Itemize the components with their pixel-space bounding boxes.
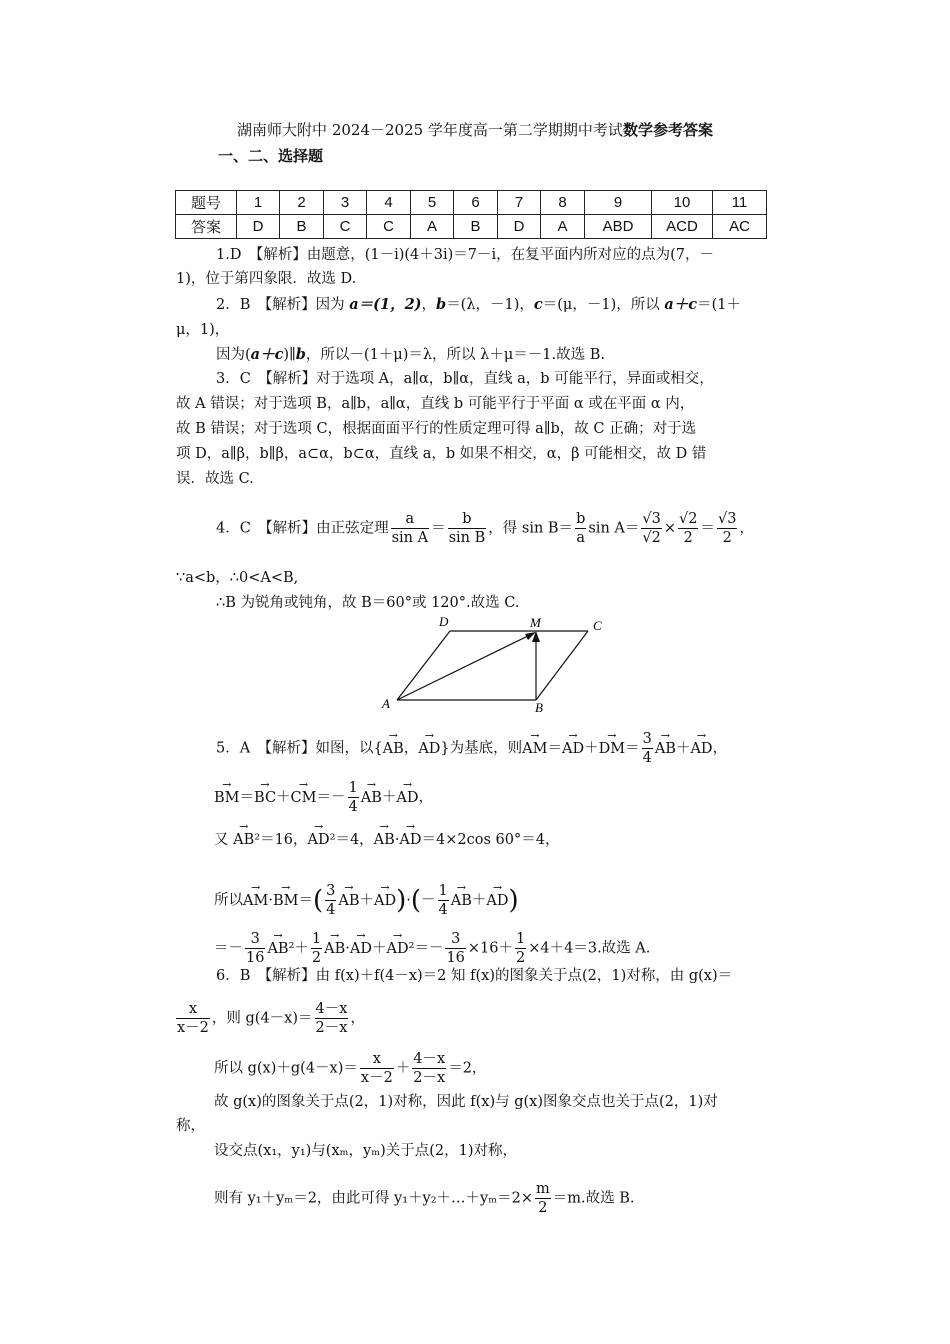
solution-4-line: ∵a<b，∴0<A<B, — [176, 570, 299, 586]
fraction: $\frac{1}{2}$ — [516, 931, 526, 966]
table-cell: 9 — [585, 191, 652, 215]
solution-6-line: $\frac{x}{x-2}$ ，则 g(4－x)＝ $\frac{4-x}{2-x}$ ， — [177, 1001, 365, 1036]
fraction: $\frac{√3}{2}$ — [717, 511, 737, 546]
table-cell: B — [280, 215, 324, 239]
table-row-answers — [176, 215, 767, 239]
solution-6-line: 故 g(x)的图象关于点(2，1)对称，因此 f(x)与 g(x)图象交点也关于点(2，1)对 — [214, 1094, 718, 1110]
table-cell: 2 — [280, 191, 324, 215]
solution-6-line: 设交点(x₁，y₁)与(xₘ，yₘ)关于点(2，1)对称， — [214, 1143, 518, 1159]
table-cell: B — [454, 215, 498, 239]
solution-5-line: 所以→ AM·→ BM＝( $\frac{3}{4}$ → AB＋→ AD)·(－ $\frac{1}{4}$ → AB＋→ AD) — [214, 882, 519, 919]
fraction: $\frac{4-x}{2-x}$ — [413, 1051, 446, 1086]
table-header-cell: 答案 — [176, 215, 237, 239]
solution-1-line: 1.D 【解析】由题意，(1－i)(4＋3i)＝7－i，在复平面内所对应的点为(7，－ — [216, 247, 715, 263]
solution-2-line: 因为(a＋c)∥b，所以－(1＋μ)＝λ，所以 λ＋μ＝－1.故选 B. — [216, 346, 605, 363]
fraction: $\frac{3}{16}$ — [246, 931, 265, 966]
table-cell: 8 — [541, 191, 585, 215]
table-cell: ACD — [652, 215, 713, 239]
table-cell: A — [541, 215, 585, 239]
title-main: 湖南师大附中 2024－2025 学年度高一第二学期期中考试 — [237, 121, 623, 139]
fraction: $\frac{a}{\text{sin A}}$ — [391, 511, 429, 546]
solution-4-line: 4．C 【解析】由正弦定理 $\frac{a}{\text{sin A}}$ ＝ $\frac{b}{\text{sin B}}$ ，得 sin B＝ $\frac{b}{a}$ sin A＝ $\frac{√3}{√2}$ × $\frac{√2}{2}$ ＝ $\frac{√3}{2}$ ， — [216, 511, 754, 546]
answer-table — [175, 190, 767, 239]
label-D: D — [439, 614, 449, 629]
label-B: B — [535, 700, 543, 715]
title-bold: 数学参考答案 — [622, 121, 713, 139]
fraction: $\frac{√2}{2}$ — [678, 511, 698, 546]
fraction: $\frac{1}{4}$ — [348, 780, 358, 815]
edge-BC — [536, 631, 588, 700]
page-title — [0, 119, 950, 140]
table-cell: C — [324, 215, 367, 239]
solution-5-line: 又 → AB²＝16，→ AD²＝4，→ AB·→ AD＝4×2cos 60°＝4， — [214, 830, 559, 850]
solution-3-line: 故 A 错误；对于选项 B，a∥b，a∥α，直线 b 可能平行于平面 α 或在平面 α 内， — [176, 396, 695, 412]
solution-5-line: ＝－ $\frac{3}{16}$ → AB²＋ $\frac{1}{2}$ → AB·→ AD＋→ AD²＝－ $\frac{3}{16}$ ×16＋ $\frac{1}{2}$ ×4＋4＝3.故选 A. — [214, 930, 650, 967]
fraction: $\frac{1}{2}$ — [311, 931, 322, 966]
solution-2-line: μ，1)， — [176, 322, 230, 338]
table-cell: D — [498, 215, 541, 239]
solution-3-line: 3．C 【解析】对于选项 A，a∥α，b∥α，直线 a，b 可能平行，异面或相交， — [216, 371, 714, 387]
table-cell: C — [367, 215, 411, 239]
solution-6-line: 所以 g(x)＋g(4－x)＝ $\frac{x}{x-2}$ ＋ $\frac{4-x}{2-x}$ ＝2， — [214, 1051, 487, 1086]
solution-6-line: 称， — [176, 1118, 205, 1134]
table-cell: 11 — [713, 191, 767, 215]
fraction: $\frac{x}{x-2}$ — [360, 1051, 393, 1086]
fraction: $\frac{x}{x-2}$ — [177, 1001, 209, 1036]
parallelogram-figure — [372, 612, 612, 718]
table-cell: 3 — [324, 191, 367, 215]
table-row-numbers — [176, 191, 767, 215]
solution-3-line: 故 B 错误；对于选项 C，根据面面平行的性质定理可得 a∥b，故 C 正确；对于选 — [176, 421, 697, 437]
table-cell: 5 — [411, 191, 454, 215]
fraction: $\frac{b}{a}$ — [576, 511, 586, 546]
table-cell: 4 — [367, 191, 411, 215]
solution-5-line: 5．A 【解析】如图，以{→ AB，→ AD}为基底，则→ AM＝→ AD＋→ DM＝ $\frac{3}{4}$ → AB＋→ AD， — [216, 730, 727, 767]
fraction: $\frac{3}{16}$ — [446, 931, 465, 966]
solution-2-line: 2．B 【解析】因为 a＝(1，2)，b＝(λ，－1)，c＝(μ，－1)，所以 a＋c＝(1＋ — [216, 296, 741, 313]
table-cell: AC — [713, 215, 767, 239]
solution-3-line: 误．故选 C. — [176, 471, 254, 487]
fraction: $\frac{m}{2}$ — [536, 1181, 550, 1216]
fraction: $\frac{√3}{√2}$ — [642, 511, 661, 546]
solution-1-line: 1)，位于第四象限．故选 D. — [176, 271, 357, 287]
solution-6-line: 则有 y₁＋yₘ＝2，由此可得 y₁＋y₂＋…＋yₘ＝2× $\frac{m}{2}$ ＝m.故选 B. — [214, 1181, 635, 1216]
fraction: $\frac{b}{\text{sin B}}$ — [448, 511, 486, 546]
label-C: C — [593, 618, 602, 633]
fraction: $\frac{1}{4}$ — [438, 883, 448, 918]
table-header-cell: 题号 — [176, 191, 237, 215]
table-cell: 6 — [454, 191, 498, 215]
table-cell: ABD — [585, 215, 652, 239]
table-cell: A — [411, 215, 454, 239]
table-cell: 10 — [652, 191, 713, 215]
label-M: M — [530, 615, 541, 630]
section-heading: 一、二、选择题 — [218, 147, 324, 165]
solution-4-line: ∴B 为锐角或钝角，故 B＝60°或 120°.故选 C. — [216, 595, 520, 611]
vector-AM — [397, 633, 534, 700]
table-cell: 1 — [237, 191, 280, 215]
fraction: $\frac{4-x}{2-x}$ — [315, 1001, 348, 1036]
solution-6-line: 6．B 【解析】由 f(x)＋f(4－x)＝2 知 f(x)的图象关于点(2，1)对称，由 g(x)＝ — [216, 968, 733, 984]
solution-5-line: → BM＝→ BC＋→ CM＝－ $\frac{1}{4}$ → AB＋→ AD， — [214, 779, 433, 816]
solution-3-line: 项 D，a∥β，b∥β，a⊂α，b⊂α，直线 a，b 如果不相交，α，β 可能相交，故 D 错 — [176, 446, 707, 462]
fraction: $\frac{3}{4}$ — [642, 731, 652, 766]
table-cell: 7 — [498, 191, 541, 215]
edge-AD — [397, 631, 450, 700]
label-A: A — [382, 696, 390, 711]
table-cell: D — [237, 215, 280, 239]
fraction: $\frac{3}{4}$ — [326, 883, 336, 918]
